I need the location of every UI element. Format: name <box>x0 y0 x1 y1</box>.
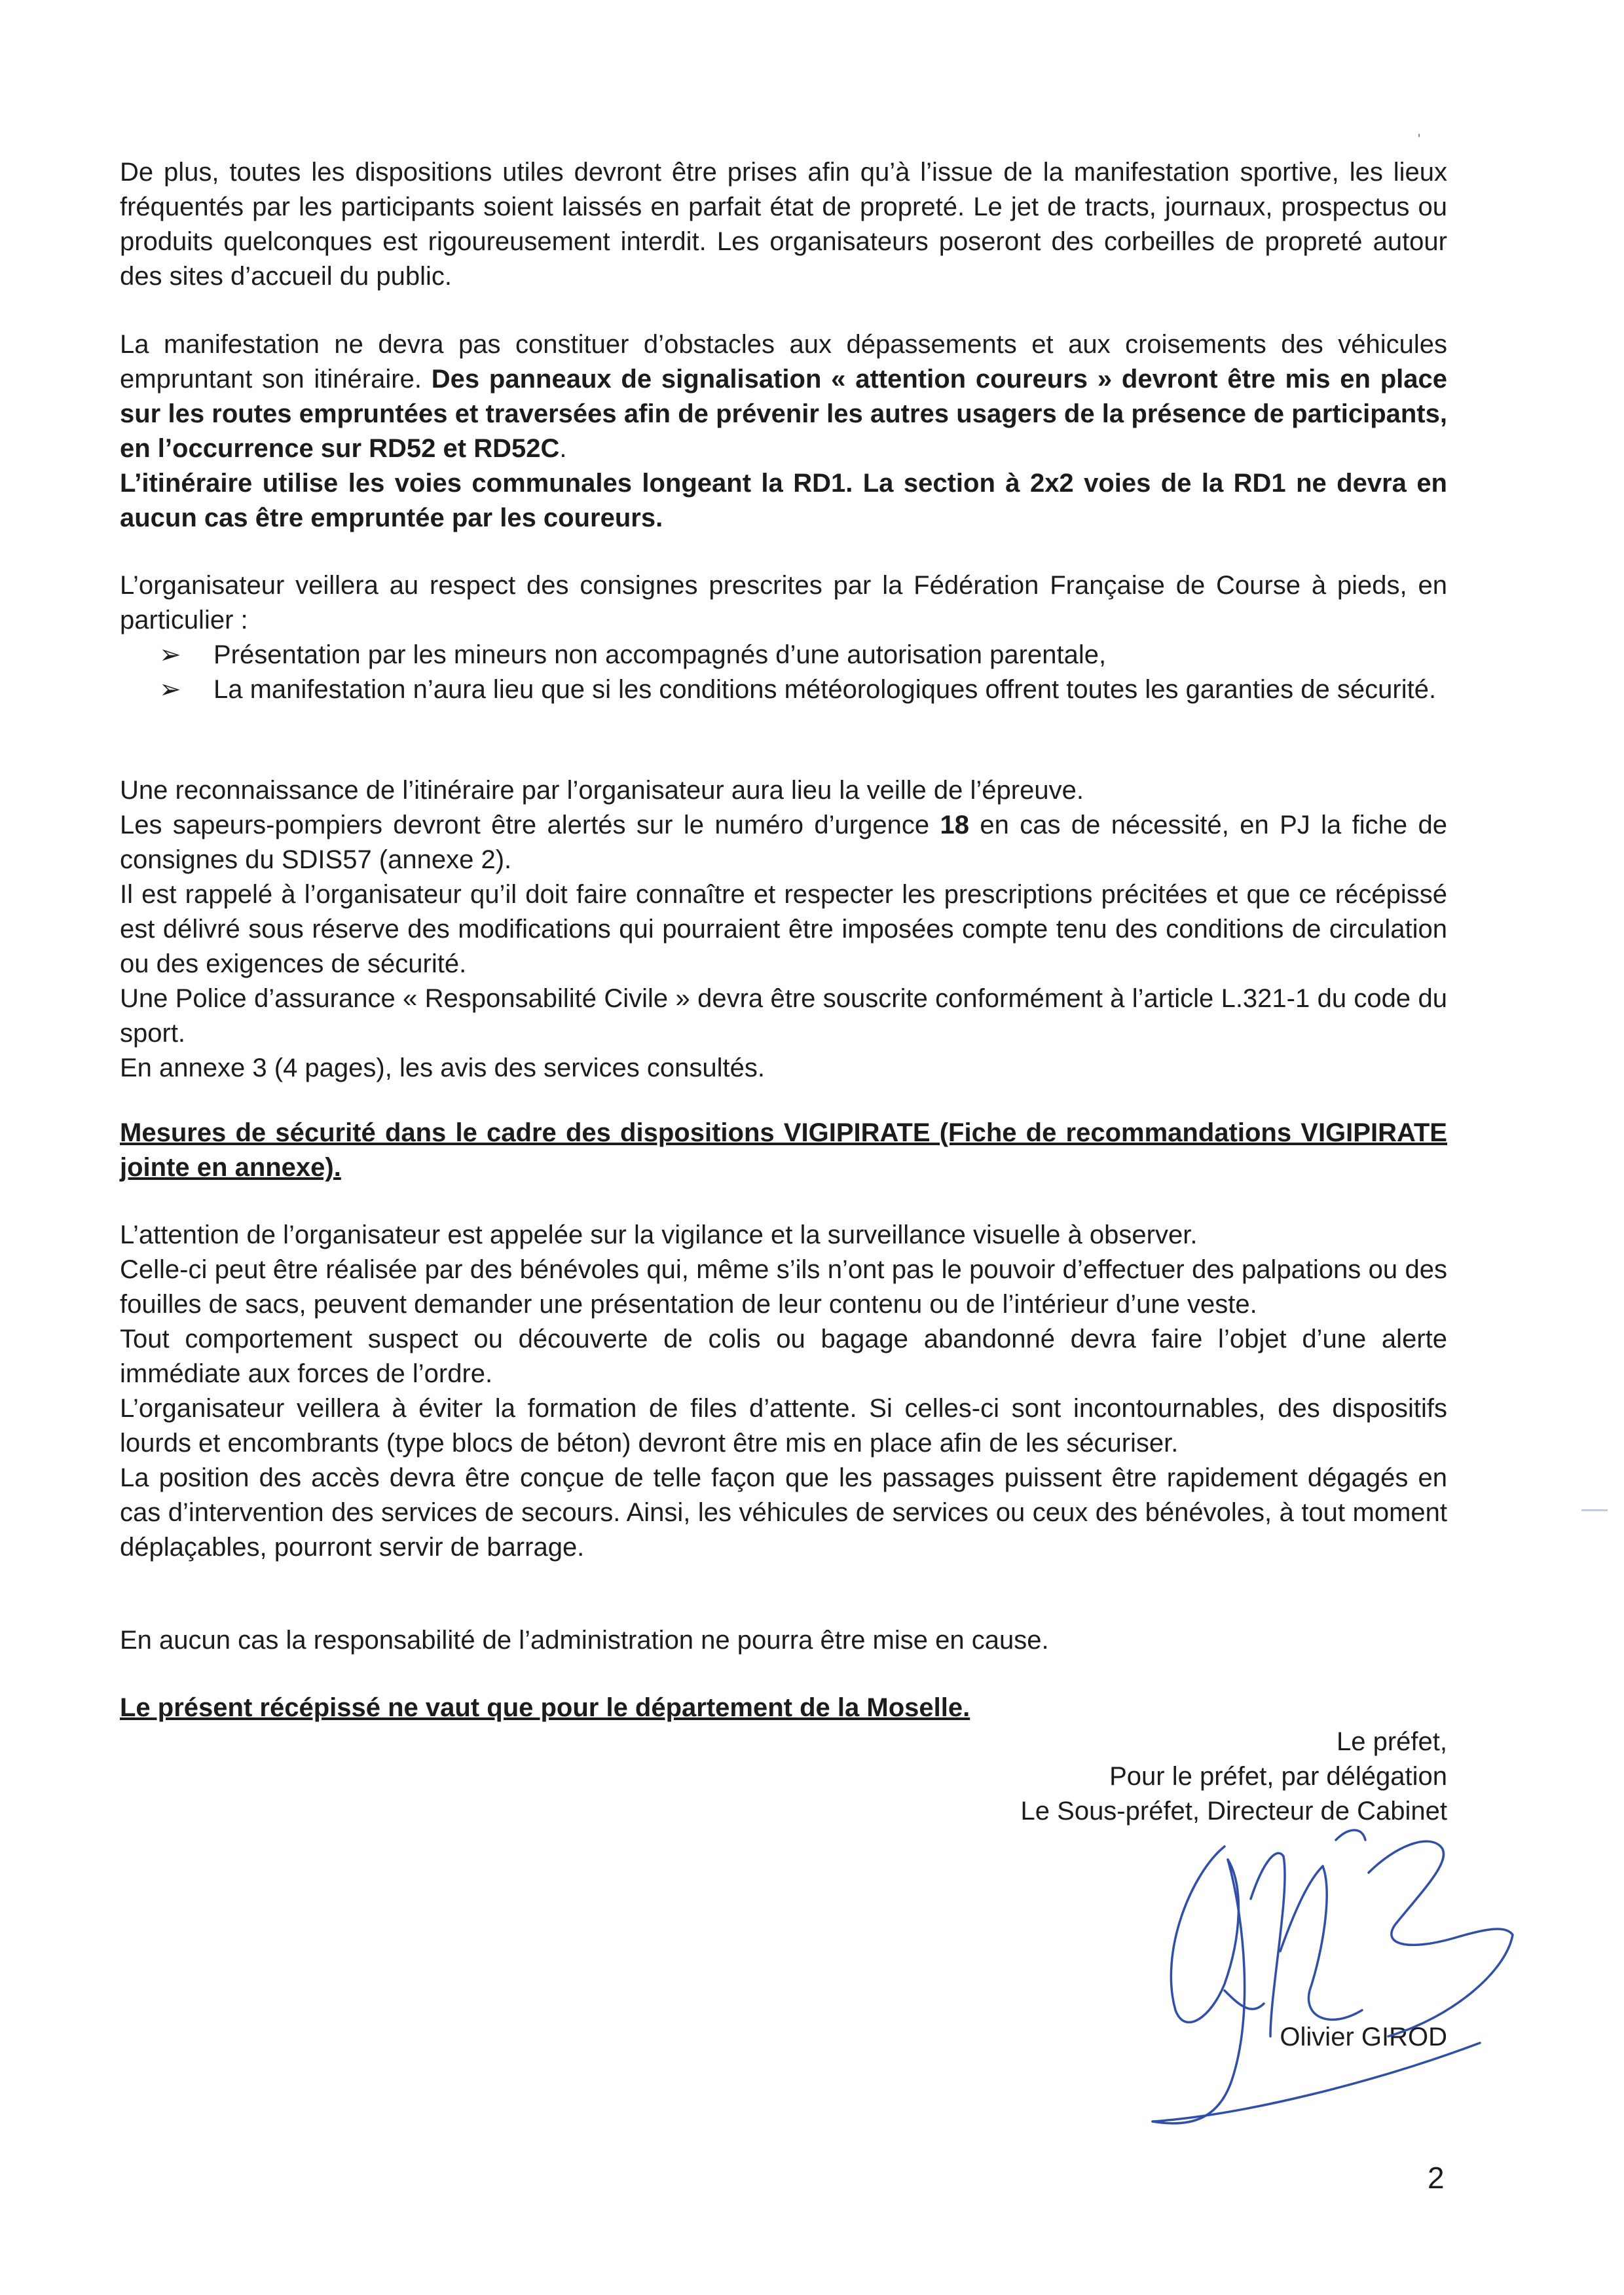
signature-block <box>1021 1725 1447 1829</box>
signatory-role: Le Sous-préfet, Directeur de Cabinet <box>1020 1797 1447 1826</box>
handwritten-signature <box>1113 1820 1532 2135</box>
volunteers-text: Celle-ci peut être réalisée par des bénévoles qui, même s’ils n’ont pas le pouvoir d’effectuer des palpations ou des fouilles de sacs, peuvent demander une présentation de leur contenu ou de l’intérieur d’une veste. <box>120 1255 1447 1319</box>
scan-mark: ' <box>1418 131 1421 147</box>
vigipirate-heading: Mesures de sécurité dans le cadre des dispositions VIGIPIRATE (Fiche de recommandations VIGIPIRATE jointe en annexe). <box>120 1118 1447 1182</box>
scan-edge-mark <box>1581 1509 1608 1511</box>
prescriptions-text: Il est rappelé à l’organisateur qu’il doit faire connaître et respecter les prescriptions précitées et que ce récépissé est délivré sous réserve des modifications qui pourraient être imposées compte tenu des conditions de circulation ou des exigences de sécurité. <box>120 880 1447 978</box>
access-text: La position des accès devra être conçue de telle façon que les passages puissent être rapidement dégagés en cas d’intervention des services de secours. Ainsi, les véhicules de services ou ceux des bénévoles, à tout moment déplaçables, pourront servir de barrage. <box>120 1463 1447 1562</box>
signage-period: . <box>559 434 567 463</box>
firefighters-text-end: en cas de nécessité, en PJ la fiche de consignes du SDIS57 (annexe 2). <box>120 811 1448 874</box>
list-item-text: La manifestation n’aura lieu que si les conditions météorologiques offrent toutes les garanties de sécurité. <box>213 675 1437 704</box>
signatory-title: Le préfet, <box>1336 1727 1447 1756</box>
federation-intro: L’organisateur veillera au respect des consignes prescrites par la Fédération Française de Course à pieds, en particulier : <box>120 571 1447 634</box>
queues-text: L’organisateur veillera à éviter la formation de files d’attente. Si celles-ci sont incontournables, des dispositifs lourds et encombrants (type blocs de béton) devront être mis en place afin de les sécuriser. <box>120 1394 1447 1458</box>
firefighters-text-start: Les sapeurs-pompiers devront être alertés sur le numéro d’urgence <box>120 811 940 839</box>
paragraph-vigipirate <box>120 1218 1447 1565</box>
firefighters-text <box>120 808 1447 877</box>
paragraph-cleanliness: De plus, toutes les dispositions utiles devront être prises afin qu’à l’issue de la manifestation sportive, les lieux fréquentés par les participants soient laissés en parfait état de propreté. Le jet de tracts, journaux, prospectus ou produits quelconques est rigoureusement interdit. Les organisateurs poseront des corbeilles de propreté autour des sites d’accueil du public. <box>120 158 1447 291</box>
emergency-number: 18 <box>940 811 969 839</box>
list-item <box>120 672 1447 707</box>
paragraph-signage <box>120 327 1447 536</box>
signatory-name: Olivier GIROD <box>1280 2023 1447 2051</box>
signage-text: La manifestation ne devra pas constituer d’obstacles aux dépassements et aux croisements des véhicules empruntant son itinéraire. <box>120 330 1447 394</box>
vigilance-text: L’attention de l’organisateur est appelée sur la vigilance et la surveillance visuelle à observer. <box>120 1221 1198 1249</box>
reconnaissance-text: Une reconnaissance de l’itinéraire par l’organisateur aura lieu la veille de l’épreuve. <box>120 776 1084 805</box>
insurance-text: Une Police d’assurance « Responsabilité Civile » devra être souscrite conformément à l’article L.321-1 du code du sport. <box>120 984 1447 1048</box>
paragraph-organization <box>120 773 1447 1086</box>
list-item <box>120 638 1447 672</box>
jurisdiction-notice: Le présent récépissé ne vaut que pour le département de la Moselle. <box>120 1693 970 1722</box>
page-number: 2 <box>1428 2161 1445 2195</box>
list-item-text: Présentation par les mineurs non accompagnés d’une autorisation parentale, <box>213 640 1107 669</box>
signage-bold-text: Des panneaux de signalisation « attention coureurs » devront être mis en place sur les routes empruntées et traversées afin de prévenir les autres usagers de la présence de participants, en l’occurrence sur RD52 et RD52C <box>120 365 1448 463</box>
route-restriction-text: L’itinéraire utilise les voies communales longeant la RD1. La section à 2x2 voies de la RD1 ne devra en aucun cas être empruntée par les coureurs. <box>120 469 1447 532</box>
annex-text: En annexe 3 (4 pages), les avis des services consultés. <box>120 1054 765 1082</box>
delegation-line: Pour le préfet, par délégation <box>1109 1762 1447 1791</box>
arrow-bullet-icon: ➢ <box>159 640 181 669</box>
liability-text: En aucun cas la responsabilité de l’administration ne pourra être mise en cause. <box>120 1626 1049 1655</box>
arrow-bullet-icon: ➢ <box>159 675 181 704</box>
suspicious-behavior-text: Tout comportement suspect ou découverte de colis ou bagage abandonné devra faire l’objet d’une alerte immédiate aux forces de l’ordre. <box>120 1325 1447 1388</box>
paragraph-federation <box>120 568 1447 707</box>
